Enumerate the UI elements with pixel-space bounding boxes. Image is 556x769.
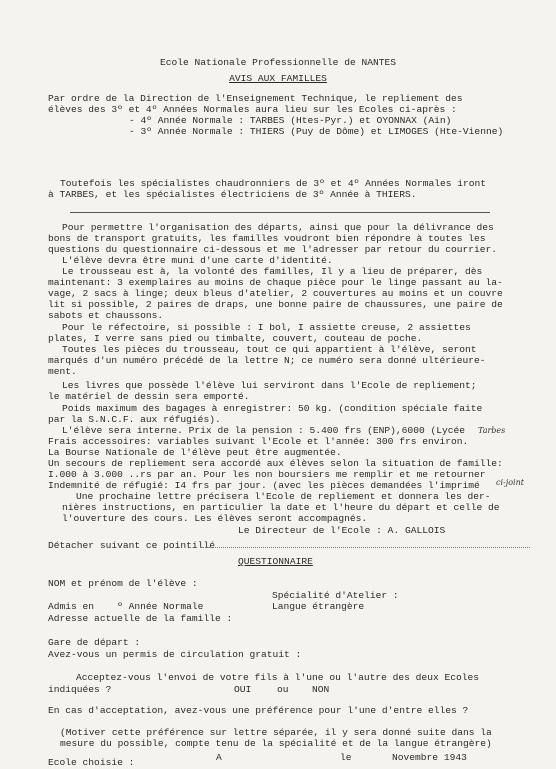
body-line: L'élève devra être muni d'une carte d'identité. xyxy=(62,255,333,266)
question-ecole: Ecole choisie : xyxy=(48,757,135,768)
body-line: marqués d'un numéro précédé de la lettre N; ce numéro sera donné ultérieure- xyxy=(48,355,486,366)
place-label: A xyxy=(216,752,222,763)
question-langue: Langue étrangère xyxy=(272,601,365,612)
body-line: questions du questionnaire ci-dessous et me l'adresser par retour du courrier. xyxy=(48,244,498,255)
notice-title: AVIS AUX FAMILLES xyxy=(229,73,327,84)
body-line: ment. xyxy=(48,366,77,377)
answer-non: NON xyxy=(312,684,330,695)
intro-line-1: Par ordre de la Direction de l'Enseignement Technique, le repliement des xyxy=(48,93,463,104)
question-permis: Avez-vous un permis de circulation gratuit : xyxy=(48,649,302,660)
body-line: par la S.N.C.F. aux réfugiés). xyxy=(48,414,221,425)
handwritten-annotation: ci-joint xyxy=(496,478,524,487)
question-adresse: Adresse actuelle de la famille : xyxy=(48,613,233,624)
body-line: Les livres que possède l'élève lui serviront dans l'Ecole de repliement; xyxy=(62,380,477,391)
detach-instruction: Détacher suivant ce pointillé xyxy=(48,540,215,551)
body-line: maintenant: 3 exemplaires au moins de chaque pièce pour le linge passant au la- xyxy=(48,277,503,288)
question-specialite: Spécialité d'Atelier : xyxy=(272,590,399,601)
body-line: Frais accessoires: variables suivant l'Ecole et l'année: 300 frs environ. xyxy=(48,436,469,447)
answer-ou: ou xyxy=(277,684,289,695)
dotted-detach-line xyxy=(200,547,530,548)
body-line: lit si possible, 2 paires de draps, une bonne paire de chaussures, une paire de xyxy=(48,299,503,310)
body-line: plates, I verre sans pied ou timbalte, couvert, couteau de poche. xyxy=(48,333,423,344)
school-name: Ecole Nationale Professionnelle de NANTES xyxy=(159,57,397,68)
body-line: Une prochaine lettre précisera l'Ecole de repliement et donnera les der- xyxy=(76,491,491,502)
body-line: Indemnité de réfugié: I4 frs par jour. (avec les pièces demandées l'imprimé xyxy=(48,480,480,491)
body-line: sabots et chaussons. xyxy=(48,310,164,321)
question-admis: Admis en º Année Normale xyxy=(48,601,204,612)
section-separator xyxy=(70,212,490,213)
body-line: L'élève sera interne. Prix de la pension : 5.400 frs (ENP),6000 (Lycée xyxy=(62,425,466,436)
date-le: le xyxy=(340,752,352,763)
body-line: Pour le réfectoire, si possible : I bol, I assiette creuse, 2 assiettes xyxy=(62,322,471,333)
date-value: Novembre 1943 xyxy=(392,752,467,763)
body-line: Pour permettre l'organisation des départs, ainsi que pour la délivrance des xyxy=(62,222,494,233)
questionnaire-title: QUESTIONNAIRE xyxy=(238,556,313,567)
intro-line-2: élèves des 3º et 4º Années Normales aura lieu sur les Ecoles ci-après : xyxy=(48,104,457,115)
intro-line-3: - 4º Année Normale : TARBES (Htes-Pyr.) et OYONNAX (Ain) xyxy=(129,115,452,126)
body-line: Toutes les pièces du trousseau, tout ce qui appartient à l'élève, seront xyxy=(62,344,477,355)
body-line: le matériel de dessin sera emporté. xyxy=(48,391,250,402)
handwritten-annotation: Tarbes xyxy=(478,426,506,435)
body-line: vage, 2 sacs à linge; deux bleus d'atelier, 2 couvertures au moins et un couvre xyxy=(48,288,503,299)
body-line: l'ouverture des cours. Les élèves seront accompagnés. xyxy=(62,513,368,524)
body-line: Le trousseau est à, la volonté des familles, Il y a lieu de préparer, dès xyxy=(62,266,483,277)
question-gare: Gare de départ : xyxy=(48,637,141,648)
question-accept: Acceptez-vous l'envoi de votre fils à l'une ou l'autre des deux Ecoles xyxy=(76,672,480,683)
motivation-line-2: mesure du possible, compte tenu de la spécialité et de la langue étrangère) xyxy=(60,738,492,749)
motivation-line-1: (Motiver cette préférence sur lettre séparée, il y sera donné suite dans la xyxy=(60,727,492,738)
body-line: nières instructions, en particulier la date et l'heure du départ et celle de xyxy=(62,502,500,513)
body-line: Un secours de repliement sera accordé aux élèves selon la situation de famille: xyxy=(48,458,503,469)
question-preference: En cas d'acceptation, avez-vous une préférence pour l'une d'entre elles ? xyxy=(48,705,469,716)
intro-line-4: - 3º Année Normale : THIERS (Puy de Dôme) et LIMOGES (Hte-Vienne) xyxy=(129,126,504,137)
body-line: bons de transport gratuits, les familles voudront bien répondre à toutes les xyxy=(48,233,486,244)
director-signature: Le Directeur de l'Ecole : A. GALLOIS xyxy=(238,525,446,536)
specialists-line-2: à TARBES, et les spécialistes électriciens de 3º Année à THIERS. xyxy=(48,189,417,200)
answer-oui: OUI xyxy=(234,684,252,695)
body-line: La Bourse Nationale de l'élève peut être augmentée. xyxy=(48,447,342,458)
body-line: I.000 à 3.000 ..rs par an. Pour les non boursiers me remplir et me retourner xyxy=(48,469,486,480)
specialists-line-1: Toutefois les spécialistes chaudronniers de 3º et 4º Années Normales iront xyxy=(60,178,487,189)
body-line: Poids maximum des bagages à enregistrer: 50 kg. (condition spéciale faite xyxy=(62,403,483,414)
question-nom: NOM et prénom de l'élève : xyxy=(48,578,198,589)
question-accept-2: indiquées ? xyxy=(48,684,112,695)
